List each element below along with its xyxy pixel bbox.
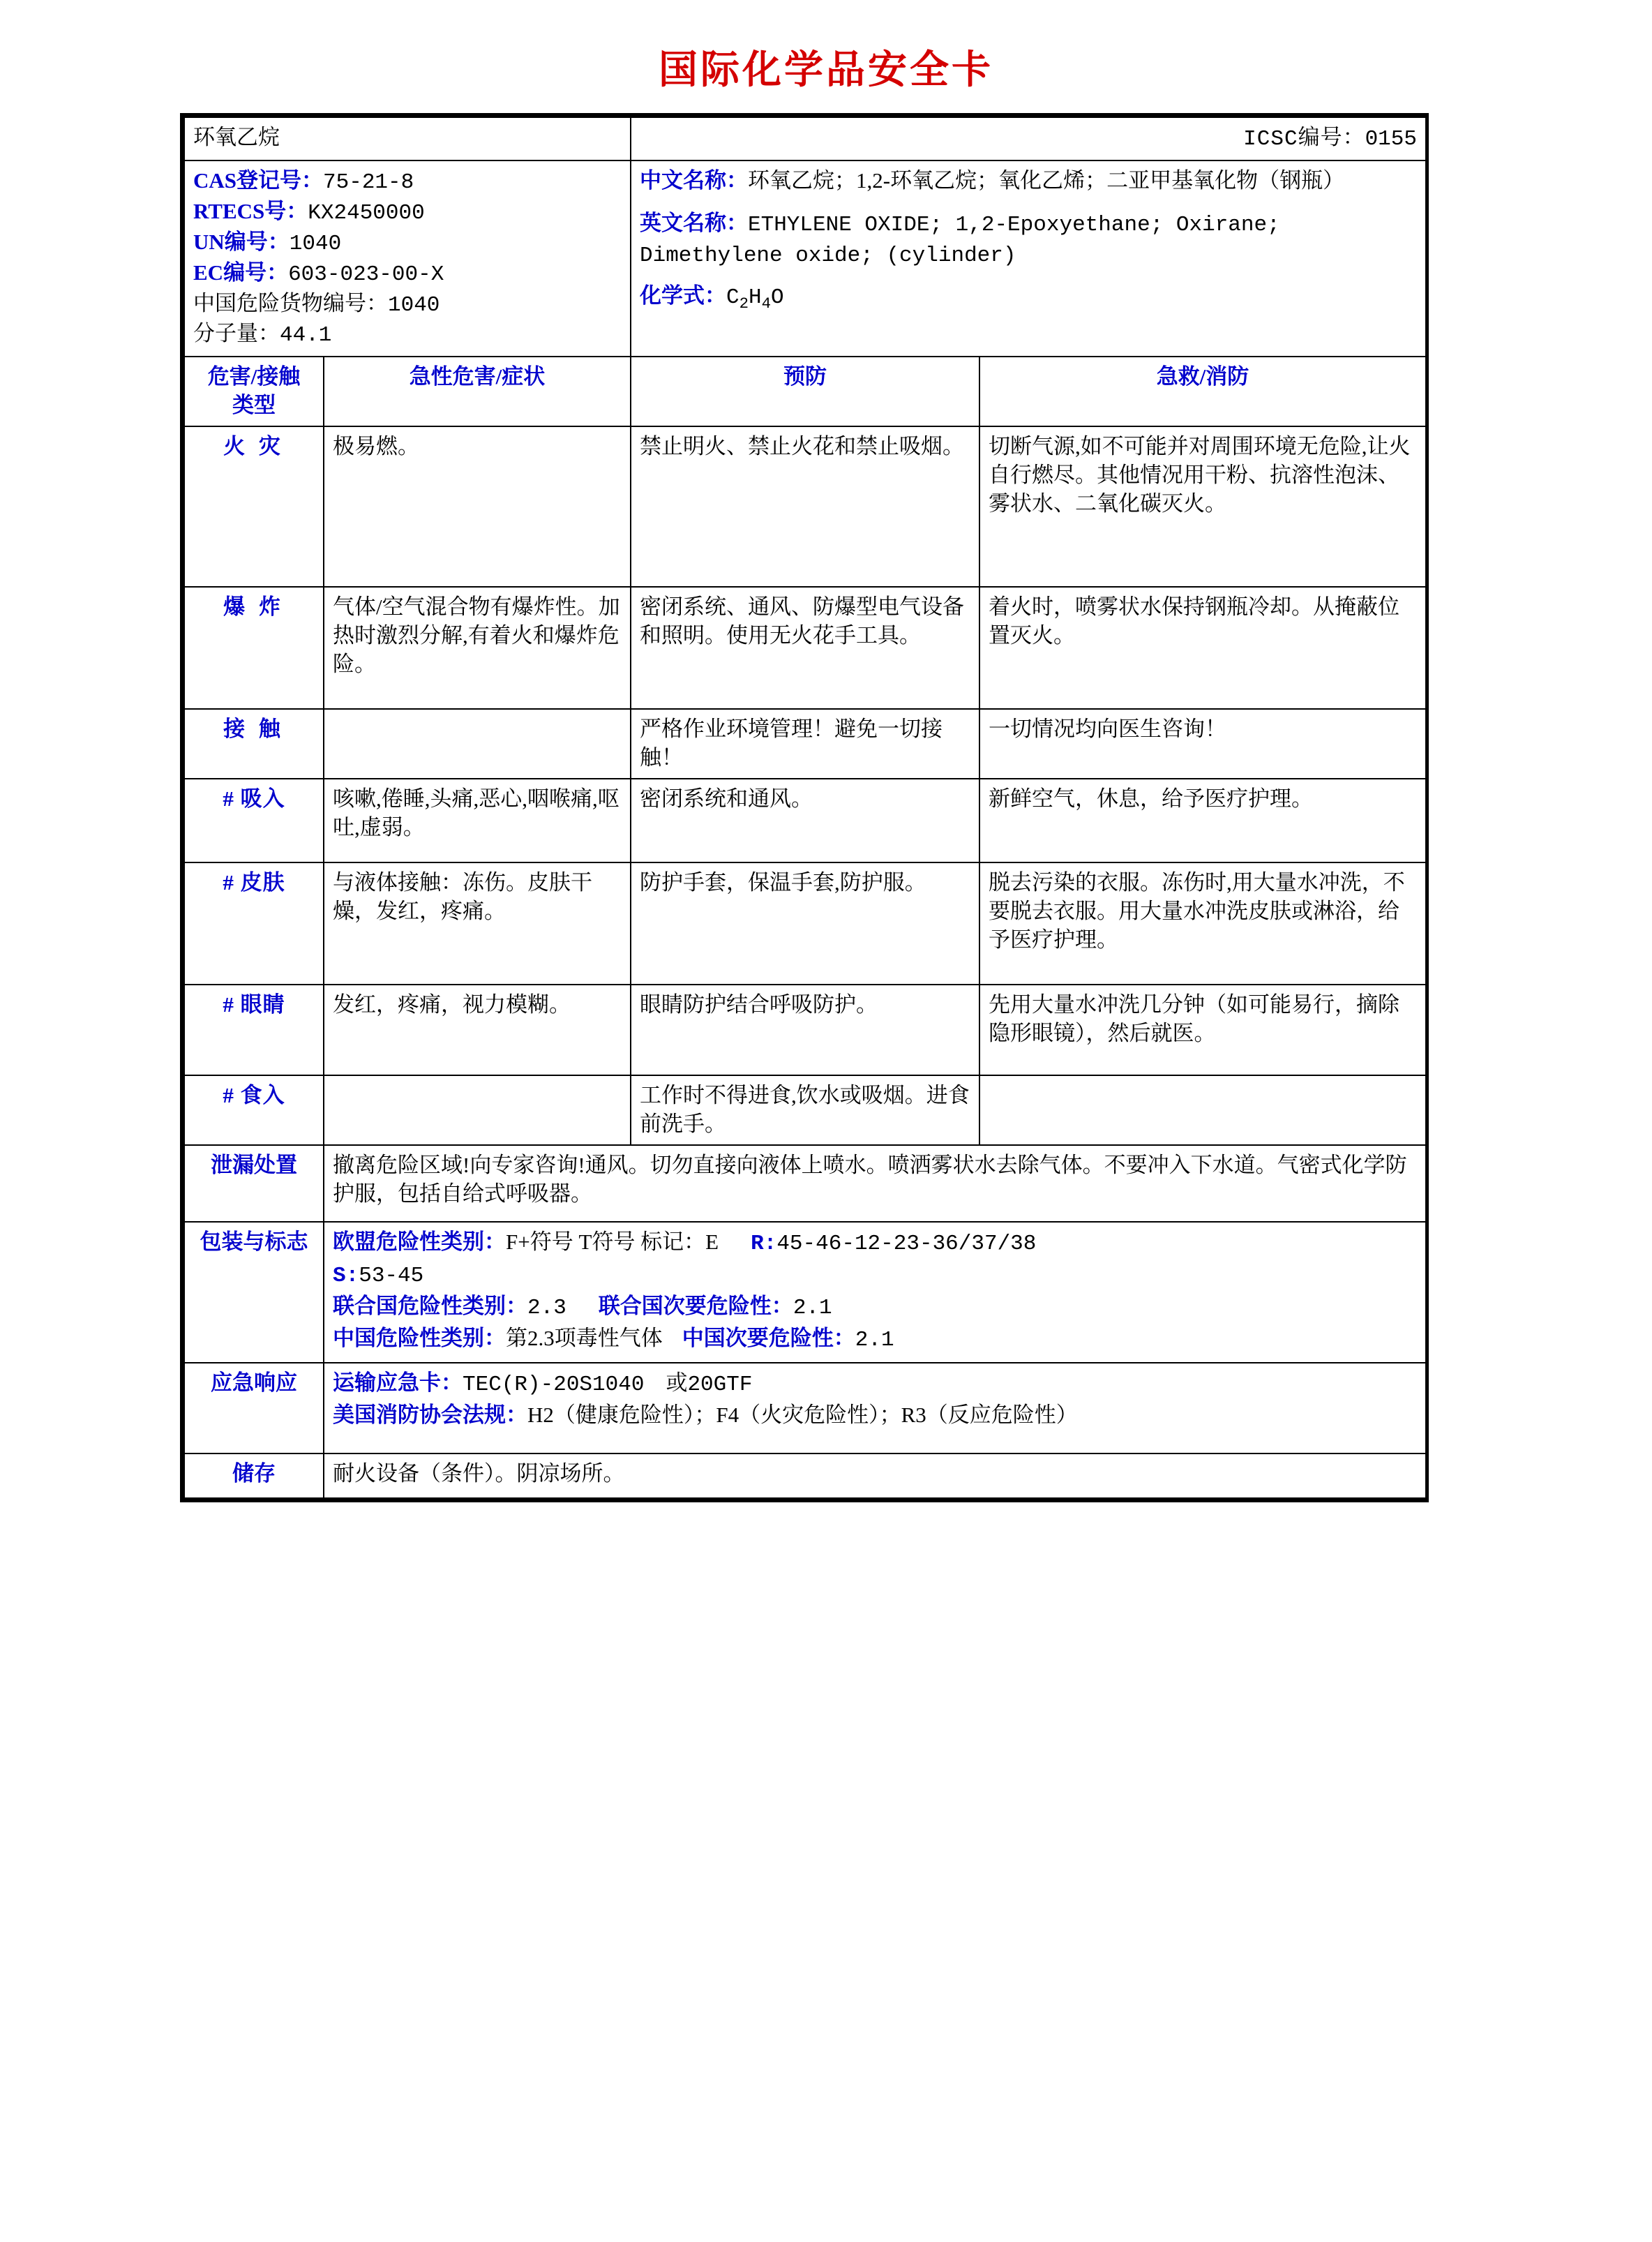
formula-label: 化学式： <box>640 283 726 308</box>
cn-class-value: 第2.3项毒性气体 <box>506 1325 663 1350</box>
english-name-row <box>640 209 1417 271</box>
cn-dangerous-goods-value: 1040 <box>388 292 440 317</box>
firstaid-inhalation: 新鲜空气，休息，给予医疗护理。 <box>979 779 1426 862</box>
molecular-weight-value: 44.1 <box>280 323 332 348</box>
table-row-columns <box>184 357 1426 426</box>
cn-sub-label: 中国次要危险性： <box>682 1325 855 1350</box>
ec-value: 603-023-00-X <box>288 262 444 287</box>
molecular-weight-label: 分子量： <box>193 321 280 346</box>
table-row <box>184 709 1426 779</box>
nfpa-label: 美国消防协会法规： <box>333 1402 527 1427</box>
cn-sub-value: 2.1 <box>855 1327 894 1352</box>
ec-row <box>193 259 622 290</box>
col-header-hazard-type-line1: 危害/接触 <box>207 364 301 389</box>
spill-label: 泄漏处置 <box>184 1145 324 1222</box>
table-row <box>184 862 1426 985</box>
hazard-type-eyes: # 眼睛 <box>184 985 324 1075</box>
identity-right <box>631 160 1426 357</box>
table-row <box>184 985 1426 1075</box>
firstaid-exposure: 一切情况均向医生咨询！ <box>979 709 1426 779</box>
prevention-explosion: 密闭系统、通风、防爆型电气设备和照明。使用无火花手工具。 <box>631 587 979 709</box>
prevention-exposure: 严格作业环境管理！避免一切接触！ <box>631 709 979 779</box>
cn-class-label: 中国危险性类别： <box>333 1325 506 1350</box>
storage-text: 耐火设备（条件）。阴凉场所。 <box>324 1453 1426 1498</box>
table-row-spill <box>184 1145 1426 1222</box>
table-row-identity <box>184 160 1426 357</box>
un-class-line <box>333 1292 1417 1323</box>
icsc-number: 0155 <box>1365 127 1417 151</box>
formula-row <box>640 282 1417 315</box>
transport-card-line <box>333 1369 1417 1400</box>
emergency-label: 应急响应 <box>184 1363 324 1453</box>
spill-text: 撤离危险区域!向专家咨询!通风。切勿直接向液体上喷水。喷洒雾状水去除气体。不要冲入下水道。气密式化学防护服，包括自给式呼吸器。 <box>324 1145 1426 1222</box>
col-header-hazard-type-line2: 类型 <box>232 393 276 418</box>
substance-name: 环氧乙烷 <box>184 117 631 160</box>
hazard-type-skin: # 皮肤 <box>184 862 324 985</box>
table-row <box>184 426 1426 587</box>
chinese-name-value: 环氧乙烷；1,2-环氧乙烷；氧化乙烯；二亚甲基氧化物（钢瓶） <box>748 167 1345 193</box>
un-sub-label: 联合国次要危险性： <box>598 1293 793 1318</box>
cas-row <box>193 167 622 197</box>
eu-class-label: 欧盟危险性类别： <box>333 1229 506 1254</box>
chinese-name-row <box>640 167 1417 195</box>
firstaid-fire: 切断气源,如不可能并对周围环境无危险,让火自行燃尽。其他情况用干粉、抗溶性泡沫、雾状水、二氧化碳灭火。 <box>979 426 1426 587</box>
table-row-storage <box>184 1453 1426 1498</box>
icsc-number-cell <box>631 117 1426 160</box>
firstaid-eyes: 先用大量水冲洗几分钟（如可能易行，摘除隐形眼镜），然后就医。 <box>979 985 1426 1075</box>
un-class-label: 联合国危险性类别： <box>333 1293 527 1318</box>
un-label: UN编号： <box>193 229 290 254</box>
un-sub-value: 2.1 <box>793 1295 832 1320</box>
icsc-table <box>183 117 1427 1499</box>
hazard-type-exposure: 接 触 <box>184 709 324 779</box>
packaging-label: 包装与标志 <box>184 1222 324 1363</box>
page-title: 国际化学品安全卡 <box>659 47 993 93</box>
eu-r-value: 45-46-12-23-36/37/38 <box>776 1231 1037 1256</box>
table-row-emergency <box>184 1363 1426 1453</box>
col-header-firstaid: 急救/消防 <box>979 357 1426 426</box>
symptoms-explosion: 气体/空气混合物有爆炸性。加热时激烈分解,有着火和爆炸危险。 <box>324 587 631 709</box>
col-header-prevention: 预防 <box>631 357 979 426</box>
un-row <box>193 228 622 259</box>
cn-dangerous-goods-label: 中国危险货物编号： <box>193 290 388 315</box>
un-class-value: 2.3 <box>527 1295 566 1320</box>
nfpa-line <box>333 1401 1417 1430</box>
symptoms-inhalation: 咳嗽,倦睡,头痛,恶心,咽喉痛,呕吐,虚弱。 <box>324 779 631 862</box>
prevention-fire: 禁止明火、禁止火花和禁止吸烟。 <box>631 426 979 587</box>
eu-r-label: R: <box>751 1231 777 1256</box>
cas-label: CAS登记号： <box>193 167 324 193</box>
cn-dangerous-goods-row <box>193 290 622 320</box>
prevention-skin: 防护手套，保温手套,防护服。 <box>631 862 979 985</box>
col-header-symptoms: 急性危害/症状 <box>324 357 631 426</box>
icsc-card <box>180 113 1429 1502</box>
icsc-label: ICSC编号： <box>1243 127 1365 151</box>
table-row-header <box>184 117 1426 160</box>
formula-sub-2: 2 <box>739 294 749 313</box>
cas-value: 75-21-8 <box>323 170 414 195</box>
rtecs-row <box>193 197 622 228</box>
symptoms-eyes: 发红，疼痛，视力模糊。 <box>324 985 631 1075</box>
english-name-value: ETHYLENE OXIDE; 1,2-Epoxyethane; Oxirane; Dimethylene oxide; (cylinder) <box>640 212 1280 268</box>
transport-card-value: TEC(R)-20S1040 或20GTF <box>463 1372 753 1397</box>
formula-h: H <box>749 285 762 310</box>
eu-class-line <box>333 1228 1417 1259</box>
formula-o: O <box>771 285 784 310</box>
rtecs-label: RTECS号： <box>193 198 308 223</box>
firstaid-ingestion <box>979 1075 1426 1145</box>
identity-left <box>184 160 631 357</box>
emergency-body <box>324 1363 1426 1453</box>
un-value: 1040 <box>289 231 342 256</box>
symptoms-fire: 极易燃。 <box>324 426 631 587</box>
eu-s-line <box>333 1260 1417 1291</box>
eu-class-value: F+符号 T符号 标记：E <box>506 1229 719 1254</box>
formula-sub-4: 4 <box>761 294 771 313</box>
hazard-type-ingestion: # 食入 <box>184 1075 324 1145</box>
prevention-ingestion: 工作时不得进食,饮水或吸烟。进食前洗手。 <box>631 1075 979 1145</box>
cn-class-line <box>333 1324 1417 1355</box>
eu-s-label: S: <box>333 1263 359 1288</box>
transport-card-label: 运输应急卡： <box>333 1370 463 1395</box>
ec-label: EC编号： <box>193 260 289 285</box>
hazard-type-explosion: 爆 炸 <box>184 587 324 709</box>
rtecs-value: KX2450000 <box>308 200 425 225</box>
storage-label: 储存 <box>184 1453 324 1498</box>
chinese-name-label: 中文名称： <box>640 167 748 193</box>
molecular-weight-row <box>193 320 622 350</box>
symptoms-skin: 与液体接触：冻伤。皮肤干燥，发红，疼痛。 <box>324 862 631 985</box>
table-row <box>184 587 1426 709</box>
english-name-label: 英文名称： <box>640 210 748 235</box>
table-row <box>184 779 1426 862</box>
hazard-type-inhalation: # 吸入 <box>184 779 324 862</box>
firstaid-skin: 脱去污染的衣服。冻伤时,用大量水冲洗，不要脱去衣服。用大量水冲洗皮肤或淋浴，给予医疗护理。 <box>979 862 1426 985</box>
hazard-type-fire: 火 灾 <box>184 426 324 587</box>
prevention-eyes: 眼睛防护结合呼吸防护。 <box>631 985 979 1075</box>
prevention-inhalation: 密闭系统和通风。 <box>631 779 979 862</box>
firstaid-explosion: 着火时，喷雾状水保持钢瓶冷却。从掩蔽位置灭火。 <box>979 587 1426 709</box>
formula-value <box>726 285 784 313</box>
nfpa-value: H2（健康危险性）；F4（火灾危险性）；R3（反应危险性） <box>527 1402 1078 1427</box>
table-row <box>184 1075 1426 1145</box>
col-header-hazard-type <box>184 357 324 426</box>
symptoms-exposure <box>324 709 631 779</box>
packaging-body <box>324 1222 1426 1363</box>
table-row-packaging <box>184 1222 1426 1363</box>
symptoms-ingestion <box>324 1075 631 1145</box>
eu-s-value: 53-45 <box>359 1263 424 1288</box>
formula-c: C <box>726 285 739 310</box>
